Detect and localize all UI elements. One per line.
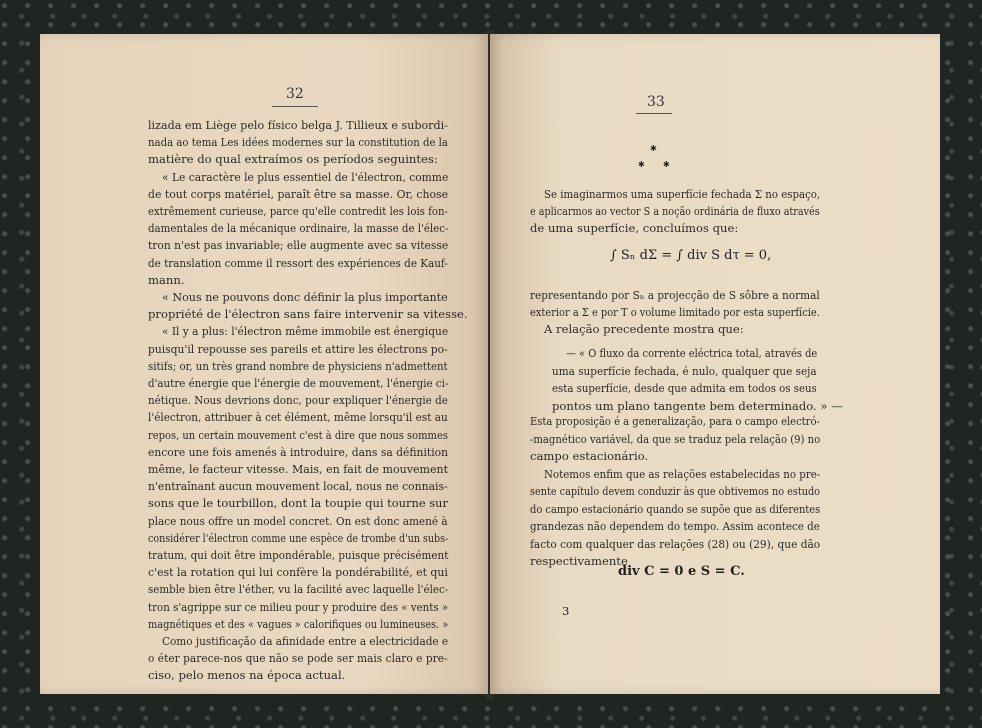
section-mark: ✱	[663, 160, 670, 169]
text-line: facto com qualquer das relações (28) ou (29), que dão	[530, 536, 821, 551]
right-header-rule	[636, 113, 672, 114]
text-line: sons que le tourbillon, dont la toupie qui tourne sur	[148, 496, 448, 511]
text-line: même, le facteur vitesse. Mais, en fait de mouvement	[148, 462, 449, 476]
left-header-rule	[272, 106, 318, 107]
text-line: Esta proposição é a generalização, para o campo electró-	[530, 414, 820, 428]
text-line: de uma superfície, concluímos que:	[530, 221, 739, 235]
text-line: grandezas não dependem do tempo. Assim acontece de	[530, 519, 820, 533]
text-line: Notemos enfim que as relações estabelecidas no pre-	[544, 466, 821, 481]
flux-formula: ∫ Sₙ dΣ = ∫ div S dτ = 0,	[610, 248, 772, 263]
text-line: tron n'est pas invariable; elle augmente avec sa vitesse	[148, 238, 449, 253]
signature-mark: 3	[562, 604, 570, 618]
text-line: nétique. Nous devrions donc, pour expliquer l'énergie de	[148, 393, 448, 408]
text-line: tron s'agrippe sur ce milieu pour y produire des « vents »	[148, 599, 449, 614]
text-line: lizada em Liège pelo físico belga J. Tillieux e subordi-	[148, 118, 448, 132]
text-line: damentales de la mécanique ordinaire, la masse de l'élec-	[148, 221, 449, 236]
text-line: sitifs; or, un très grand nombre de physiciens n'admettent	[148, 358, 448, 373]
text-line: pontos um plano tangente bem determinado. » —	[552, 398, 843, 413]
text-line: sente capítulo devem conduzir às que obtivemos no estudo	[530, 484, 821, 498]
section-mark: ✱	[650, 144, 657, 153]
text-line: do campo estacionário quando se supõe que as diferentes	[530, 501, 821, 516]
divergence-formula: div C = 0 e S = C.	[618, 564, 745, 579]
right-page	[490, 34, 940, 694]
text-line: nada ao tema Les idées modernes sur la constitution de la	[148, 135, 448, 150]
text-line: de translation comme il ressort des expériences de Kauf-	[148, 255, 448, 270]
text-line: puisqu'il repousse ses pareils et attire les électrons po-	[148, 341, 448, 356]
text-line: repos, un certain mouvement c'est à dire que nous sommes	[148, 427, 448, 442]
text-line: representando por Sₙ a projecção de S sôbre a normal	[530, 288, 820, 302]
text-line: extrêmement curieuse, parce qu'elle contredit les lois fon-	[148, 204, 448, 218]
text-line: n'entraînant aucun mouvement local, nous ne connais-	[148, 479, 448, 494]
text-line: Se imaginarmos uma superfície fechada Σ no espaço,	[544, 187, 821, 201]
text-line: Como justificação da afinidade entre a electricidade e	[162, 634, 449, 648]
section-mark: ✱	[638, 160, 645, 169]
text-line: A relação precedente mostra que:	[544, 322, 744, 336]
text-line: « Il y a plus: l'électron même immobile est énergique	[162, 324, 449, 339]
text-line: campo estacionário.	[530, 449, 649, 463]
text-line: -magnético variável, da que se traduz pela relação (9) no	[530, 431, 821, 446]
text-line: de tout corps matériel, paraît être sa masse. Or, chose	[148, 186, 449, 201]
text-line: propriété de l'électron sans faire intervenir sa vitesse.	[148, 307, 468, 322]
text-line: e aplicarmos ao vector S a noção ordinária de fluxo através	[530, 204, 820, 218]
right-page-number: 33	[647, 94, 665, 110]
text-line: matière do qual extraímos os períodos seguintes:	[148, 152, 438, 167]
text-line: l'électron, attribuer à cet élément, même lorsqu'il est au	[148, 410, 448, 425]
text-line: uma superfície fechada, é nulo, qualquer que seja	[552, 363, 817, 378]
text-line: respectivamente	[530, 554, 628, 568]
text-line: encore une fois amenés à introduire, dans sa définition	[148, 444, 449, 459]
left-page-number: 32	[286, 86, 304, 102]
text-line: mann.	[148, 272, 185, 287]
text-line: « Nous ne pouvons donc définir la plus importante	[162, 290, 448, 304]
text-line: exterior a Σ e por T o volume limitado por esta superfície.	[530, 305, 820, 319]
text-line: — « O fluxo da corrente eléctrica total, através de	[566, 346, 818, 360]
text-line: c'est la rotation qui lui confère la pondérabilité, et qui	[148, 565, 448, 580]
text-line: tratum, qui doit être impondérable, puisque précisément	[148, 548, 449, 562]
text-line: semble bien être l'éther, vu la facilité avec laquelle l'élec-	[148, 582, 449, 597]
text-line: o éter parece-nos que não se pode ser mais claro e pre-	[148, 651, 448, 666]
text-line: ciso, pelo menos na época actual.	[148, 668, 346, 683]
text-line: place nous offre un model concret. On est donc amené à	[148, 513, 448, 528]
text-line: considérer l'électron comme une espèce de trombe d'un subs-	[148, 530, 449, 545]
text-line: « Le caractère le plus essentiel de l'électron, comme	[162, 169, 449, 184]
left-page	[40, 34, 488, 694]
text-line: d'autre énergie que l'énergie de mouvement, l'énergie ci-	[148, 376, 449, 390]
text-line: esta superfície, desde que admita em todos os seus	[552, 381, 817, 395]
text-line: magnétiques et des « vagues » calorifiques ou lumineuses. »	[148, 616, 449, 631]
